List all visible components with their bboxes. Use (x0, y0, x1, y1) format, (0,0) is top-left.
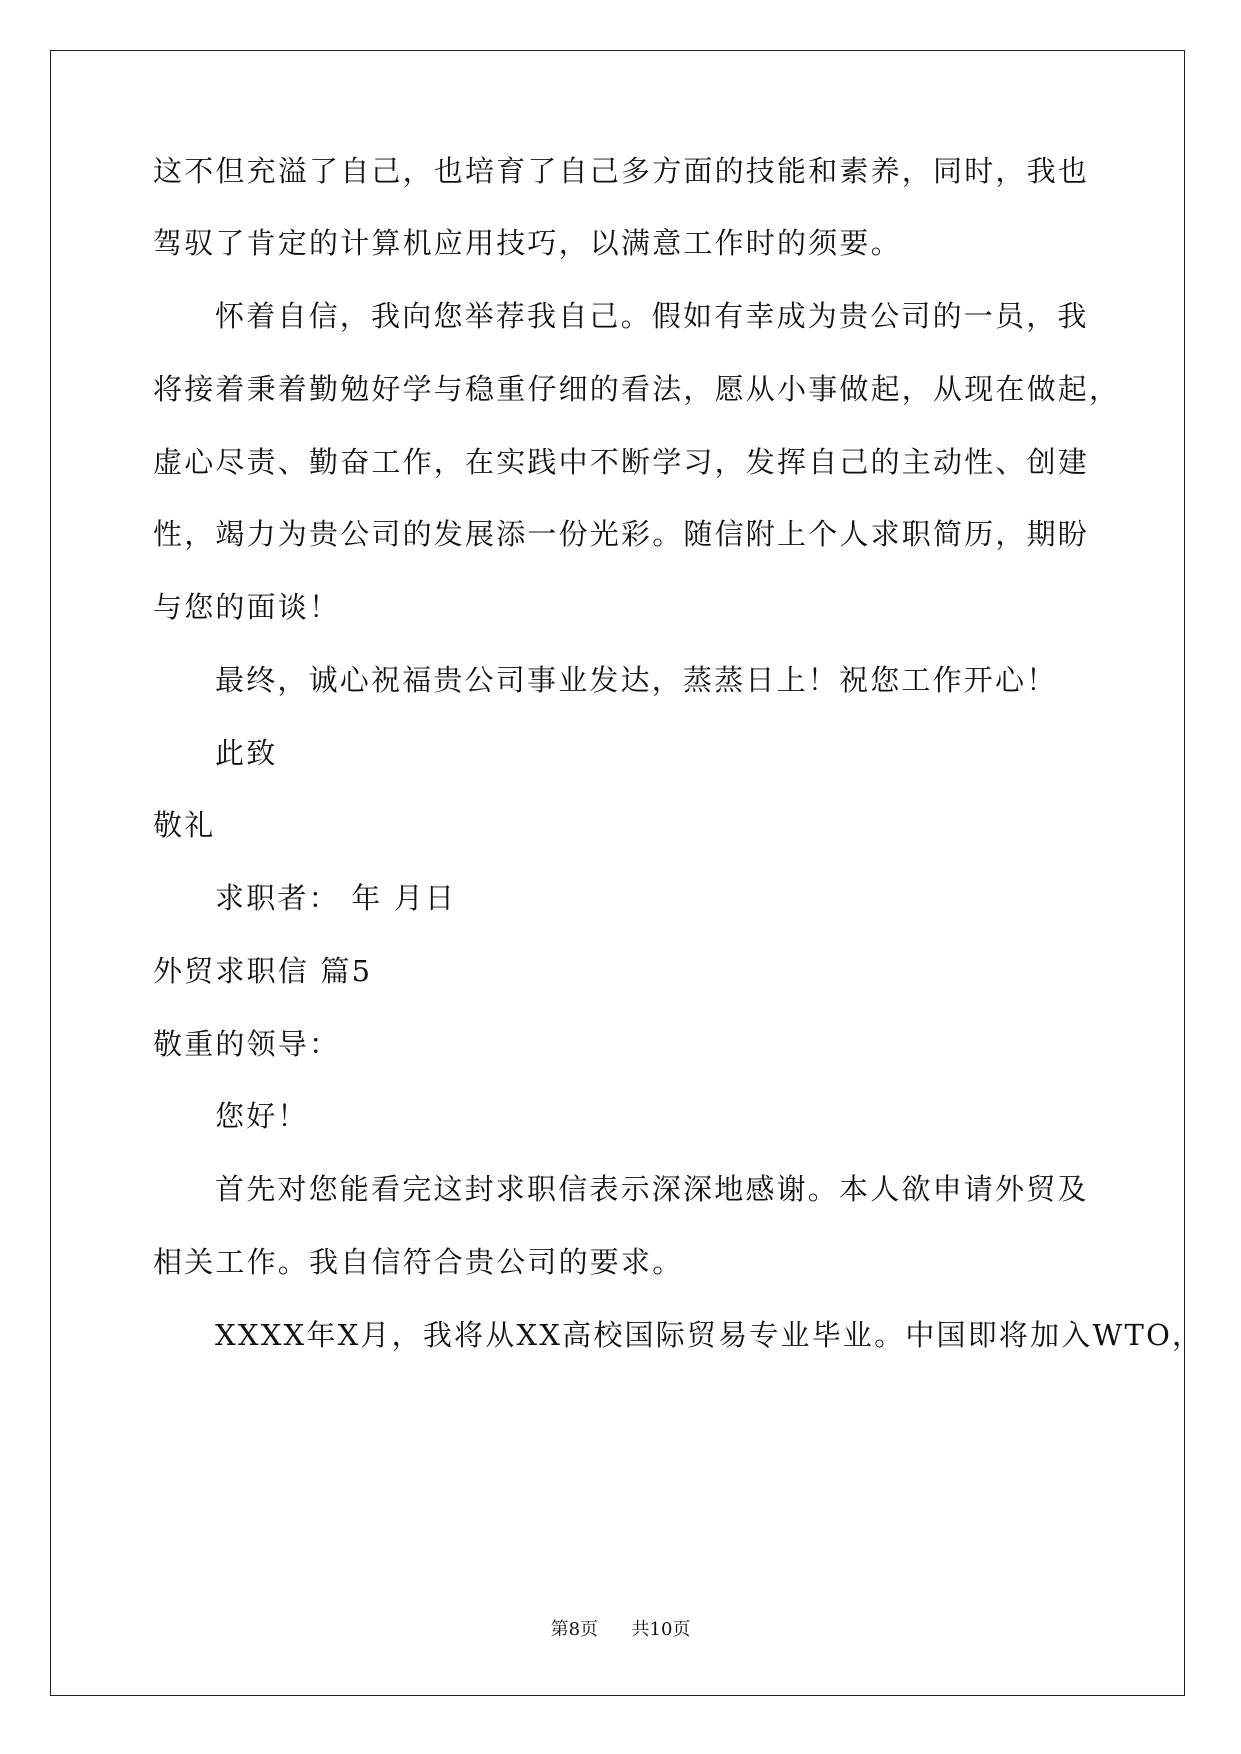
body-line-7: 与您的面谈！ (153, 590, 341, 624)
body-line-6: 性，竭力为贵公司的发展添一份光彩。随信附上个人求职简历，期盼 (153, 517, 1090, 551)
page-footer (0, 1621, 1241, 1639)
closing-respect: 敬礼 (153, 808, 216, 842)
body-line-1: 这不但充溢了自己，也培育了自己多方面的技能和素养，同时，我也 (153, 154, 1090, 188)
section-title: 外贸求职信 篇5 (153, 954, 373, 988)
page-border (50, 50, 1185, 1696)
body-line-8: 最终，诚心祝福贵公司事业发达，蒸蒸日上！祝您工作开心！ (215, 663, 1058, 697)
body-line-17: XXXX年X月，我将从XX高校国际贸易专业毕业。中国即将加入WTO， (215, 1318, 1204, 1352)
body-line-4: 将接着秉着勤勉好学与稳重仔细的看法，愿从小事做起，从现在做起， (153, 372, 1121, 406)
page-total: 共10页 (631, 1619, 691, 1640)
body-line-5: 虚心尽责、勤奋工作，在实践中不断学习，发挥自己的主动性、创建 (153, 445, 1090, 479)
body-line-16: 相关工作。我自信符合贵公司的要求。 (153, 1245, 684, 1279)
closing-salutation: 此致 (215, 736, 278, 770)
body-line-2: 驾驭了肯定的计算机应用技巧，以满意工作时的须要。 (153, 226, 902, 260)
signature-line: 求职者： 年 月日 (215, 881, 457, 915)
greeting-hello: 您好！ (215, 1099, 309, 1133)
greeting-recipient: 敬重的领导： (153, 1027, 341, 1061)
page-number: 第8页 (550, 1619, 599, 1640)
body-line-15: 首先对您能看完这封求职信表示深深地感谢。本人欲申请外贸及 (215, 1172, 1089, 1206)
body-line-3: 怀着自信，我向您举荐我自己。假如有幸成为贵公司的一员，我 (215, 299, 1089, 333)
